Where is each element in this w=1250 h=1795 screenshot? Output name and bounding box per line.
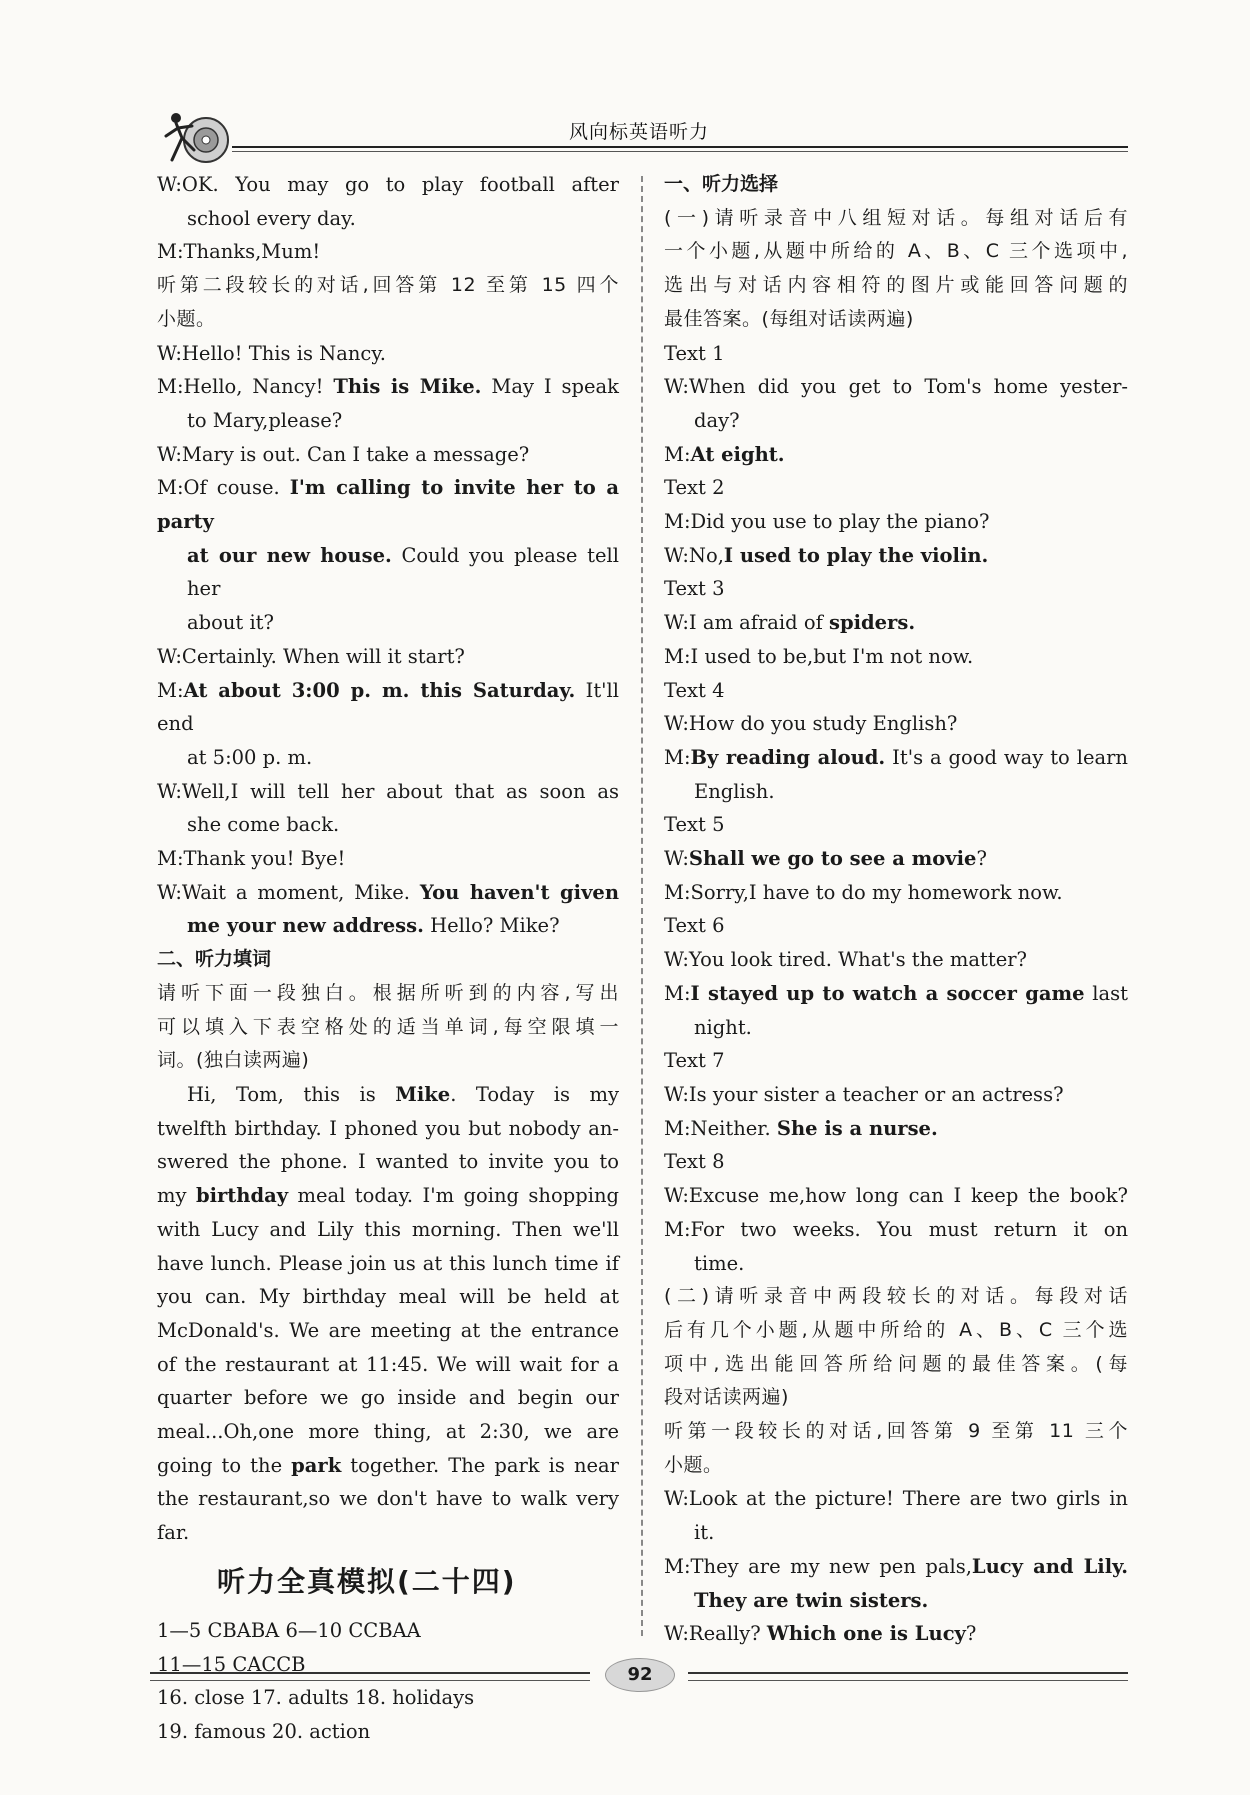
text-label: Text 7 (664, 1049, 725, 1073)
text-line: me your new address. Hello? Mike? (187, 914, 560, 938)
text-line: M:They are my new pen pals,Lucy and Lily. (664, 1554, 1128, 1578)
section-heading: 一、听力选择 (664, 173, 779, 195)
text-line: 小题。 (664, 1453, 723, 1476)
text-line: W:Well,I will tell her about that as soon as (157, 779, 619, 803)
key-phrase: She is a nurse. (776, 1116, 938, 1140)
text-line: English. (694, 779, 775, 803)
text-line: M:I used to be,but I'm not now. (664, 644, 974, 668)
text-line: going to the park together. The park is near (157, 1453, 620, 1477)
answer-line: 19. famous 20. action (157, 1719, 371, 1743)
text-line: twelfth birthday. I phoned you but nobody an- (157, 1116, 619, 1140)
text-line: to Mary,please? (187, 408, 343, 432)
text-line (664, 1584, 1128, 1618)
text-line: my birthday meal today. I'm going shopping (157, 1184, 619, 1208)
text-line: you can. My birthday meal will be held at (157, 1285, 619, 1309)
text-label: Text 8 (664, 1150, 725, 1174)
key-phrase: I stayed up to watch a soccer game (690, 981, 1085, 1005)
text-line: 词。(独白读两遍) (157, 1049, 310, 1072)
text-line: meal...Oh,one more thing, at 2:30, we are (157, 1420, 619, 1444)
key-phrase: This is Mike. (333, 375, 482, 399)
key-phrase: I'm calling to invite her to a party (157, 476, 619, 534)
text-line: W:I am afraid of spiders. (664, 611, 916, 635)
text-line: M:For two weeks. You must return it on (664, 1217, 1128, 1241)
text-line: M:Of couse. I'm calling to invite her to a party (157, 476, 619, 534)
page-number: 92 (605, 1658, 675, 1692)
text-line: 请听下面一段独白。根据所听到的内容,写出 (157, 981, 619, 1004)
text-line: M:Thank you! Bye! (157, 847, 346, 871)
text-line: W:Certainly. When will it start? (157, 644, 465, 668)
key-phrase: At eight. (690, 442, 785, 466)
key-phrase: By reading aloud. (690, 745, 886, 769)
answer-line: 16. close 17. adults 18. holidays (157, 1686, 475, 1710)
text-line: 一个小题,从题中所给的 A、B、C 三个选项中, (664, 240, 1128, 263)
text-line: W:Is your sister a teacher or an actress? (664, 1082, 1064, 1106)
header-rule (232, 146, 1128, 156)
key-phrase: Which one is Lucy (766, 1622, 966, 1646)
text-line: W:How do you study English? (664, 712, 958, 736)
text-line: school every day. (187, 206, 356, 230)
key-phrase: At about 3:00 p. m. this Saturday. (183, 678, 576, 702)
text-line: at our new house. Could you please tell her (187, 543, 619, 601)
text-line: she come back. (187, 813, 340, 837)
answer-line: 11—15 CACCB (157, 1652, 306, 1676)
text-line: W:Really? Which one is Lucy? (664, 1622, 977, 1646)
text-line: M:Sorry,I have to do my homework now. (664, 880, 1063, 904)
key-phrase: me your new address. (187, 914, 424, 938)
text-line: W:Shall we go to see a movie? (664, 847, 987, 871)
text-line: M:At about 3:00 p. m. this Saturday. It'll end (157, 678, 619, 736)
text-label: Text 5 (664, 813, 725, 837)
text-line: (一)请听录音中八组短对话。每组对话后有 (664, 206, 1128, 229)
page-header (150, 100, 1128, 160)
text-line: W:Look at the picture! There are two girls in (664, 1487, 1128, 1511)
key-phrase: at our new house. (187, 543, 392, 567)
text-line: Hi, Tom, this is Mike. Today is my (187, 1082, 620, 1106)
text-line: with Lucy and Lily this morning. Then we'll (157, 1217, 619, 1241)
text-line: W:When did you get to Tom's home yester- (664, 375, 1128, 399)
text-line: far. (157, 1521, 190, 1545)
text-label: Text 4 (664, 678, 725, 702)
text-line: M:Neither. She is a nurse. (664, 1116, 938, 1140)
text-line: quarter before we go inside and begin our (157, 1386, 619, 1410)
text-line: 听第二段较长的对话,回答第 12 至第 15 四个 (157, 274, 619, 297)
text-line: M:By reading aloud. It's a good way to learn (664, 745, 1128, 769)
text-label: Text 3 (664, 577, 725, 601)
text-line: W:No,I used to play the violin. (664, 543, 989, 567)
text-label: Text 1 (664, 341, 725, 365)
text-line: W:OK. You may go to play football after (157, 173, 619, 196)
text-line: M:Did you use to play the piano? (664, 510, 990, 534)
text-line: W:Mary is out. Can I take a message? (157, 442, 530, 466)
text-line: M:Hello, Nancy! This is Mike. May I speak (157, 375, 619, 399)
text-line: swered the phone. I wanted to invite you to (157, 1150, 619, 1174)
text-line: day? (694, 408, 740, 432)
right-column (664, 168, 1128, 1651)
answer-line: 1—5 CBABA 6—10 CCBAA (157, 1618, 421, 1642)
key-phrase: They are twin sisters. (694, 1588, 929, 1612)
key-phrase: birthday (195, 1184, 289, 1208)
footer-rule (150, 1672, 590, 1681)
running-header-title: 风向标英语听力 (568, 121, 709, 143)
text-line: night. (694, 1015, 752, 1039)
text-line: about it? (187, 611, 274, 635)
text-line: have lunch. Please join us at this lunch time if (157, 1251, 619, 1275)
text-line: M:At eight. (664, 442, 785, 466)
key-phrase: Lucy and Lily. (971, 1554, 1128, 1578)
text-line: W:Wait a moment, Mike. You haven't given (157, 880, 620, 904)
key-phrase: spiders. (829, 611, 916, 635)
text-line: W:You look tired. What's the matter? (664, 948, 1028, 972)
footer-rule (688, 1672, 1128, 1681)
left-column (157, 168, 619, 1749)
text-line: W:Hello! This is Nancy. (157, 341, 386, 365)
key-phrase: park (291, 1453, 342, 1477)
text-line: 最佳答案。(每组对话读两遍) (664, 307, 914, 330)
key-phrase: You haven't given (419, 880, 620, 904)
text-line: time. (694, 1251, 745, 1275)
text-line: 听第一段较长的对话,回答第 9 至第 11 三个 (664, 1420, 1128, 1443)
key-phrase: Mike (395, 1082, 451, 1106)
text-line: of the restaurant at 11:45. We will wait for a (157, 1352, 619, 1376)
text-label: Text 2 (664, 476, 725, 500)
page-footer (150, 1656, 1128, 1696)
text-line: 项中,选出能回答所给问题的最佳答案。(每 (664, 1352, 1128, 1375)
text-line: 段对话读两遍) (664, 1386, 789, 1409)
text-line: M:Thanks,Mum! (157, 240, 321, 264)
text-line: 后有几个小题,从题中所给的 A、B、C 三个选 (664, 1318, 1128, 1341)
text-label: Text 6 (664, 914, 725, 938)
test-title: 听力全真模拟(二十四) (217, 1564, 517, 1598)
text-line: at 5:00 p. m. (187, 745, 313, 769)
text-line: M:I stayed up to watch a soccer game last (664, 981, 1128, 1005)
text-line: 小题。 (157, 307, 216, 330)
text-line: the restaurant,so we don't have to walk very (157, 1487, 619, 1511)
text-line: McDonald's. We are meeting at the entrance (157, 1318, 619, 1342)
text-line: W:Excuse me,how long can I keep the book? (664, 1184, 1128, 1208)
key-phrase: Shall we go to see a movie (688, 847, 977, 871)
key-phrase: I used to play the violin. (723, 543, 989, 567)
text-line: 选出与对话内容相符的图片或能回答问题的 (664, 274, 1128, 297)
text-line: 可以填入下表空格处的适当单词,每空限填一 (157, 1015, 619, 1038)
text-line: it. (694, 1521, 715, 1545)
column-divider (641, 176, 643, 1636)
section-heading: 二、听力填词 (157, 948, 272, 971)
text-line: (二)请听录音中两段较长的对话。每段对话 (664, 1285, 1128, 1308)
